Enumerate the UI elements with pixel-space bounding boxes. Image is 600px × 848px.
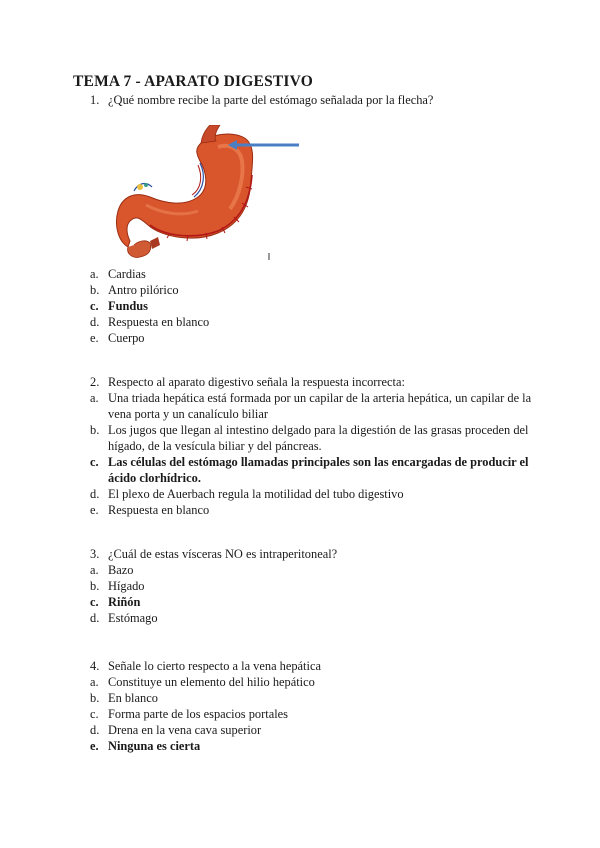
option-text: Los jugos que llegan al intestino delgado para la digestión de las grasas proceden del [108,423,529,437]
option-letter: b. [90,283,100,297]
option-text: ácido clorhídrico. [108,471,201,485]
option-text: Cardias [108,267,146,281]
question-number: 3. [90,547,100,561]
option-letter: a. [90,675,99,689]
question-number: 2. [90,375,100,389]
question-text: ¿Qué nombre recibe la parte del estómago señalada por la flecha? [108,93,434,107]
option-text: Fundus [108,299,148,313]
option-text: Drena en la vena cava superior [108,723,262,737]
option-letter: d. [90,487,100,501]
option-letter: b. [90,423,100,437]
option-text: Las células del estómago llamadas principales son las encargadas de producir el [108,455,529,469]
option-letter: b. [90,691,100,705]
option-text: hígado, de la vesícula biliar y del páncreas. [108,439,322,453]
option-text: Respuesta en blanco [108,503,210,517]
option-text: vena porta y un canalículo biliar [108,407,268,421]
question-text: Señale lo cierto respecto a la vena hepática [108,659,321,673]
option-text: Una triada hepática está formada por un capilar de la arteria hepática, un capilar de la [108,391,532,405]
option-text: Riñón [108,595,141,609]
option-letter: e. [90,739,99,753]
option-letter: a. [90,391,99,405]
option-text: Forma parte de los espacios portales [108,707,288,721]
option-text: Constituye un elemento del hilio hepático [108,675,315,689]
option-text: El plexo de Auerbach regula la motilidad del tubo digestivo [108,487,404,501]
option-text: Estómago [108,611,158,625]
option-letter: c. [90,455,99,469]
option-letter: c. [90,707,99,721]
option-letter: c. [90,595,99,609]
option-letter: d. [90,723,100,737]
option-text: Antro pilórico [108,283,179,297]
option-text: Bazo [108,563,134,577]
option-text: Respuesta en blanco [108,315,210,329]
option-letter: d. [90,315,100,329]
option-letter: e. [90,331,99,345]
option-text: Ninguna es cierta [108,739,201,753]
option-text: En blanco [108,691,158,705]
stomach-illustration [106,125,306,265]
option-letter: a. [90,267,99,281]
question-text: ¿Cuál de estas vísceras NO es intraperitoneal? [108,547,338,561]
question-number: 1. [90,93,100,107]
option-text: Hígado [108,579,145,593]
option-letter: e. [90,503,99,517]
option-letter: c. [90,299,99,313]
page-title: TEMA 7 - APARATO DIGESTIVO [73,73,314,90]
option-letter: d. [90,611,100,625]
option-letter: b. [90,579,100,593]
question-number: 4. [90,659,100,673]
option-text: Cuerpo [108,331,145,345]
option-letter: a. [90,563,99,577]
question-text: Respecto al aparato digestivo señala la respuesta incorrecta: [108,375,405,389]
stomach-shape [116,134,252,247]
